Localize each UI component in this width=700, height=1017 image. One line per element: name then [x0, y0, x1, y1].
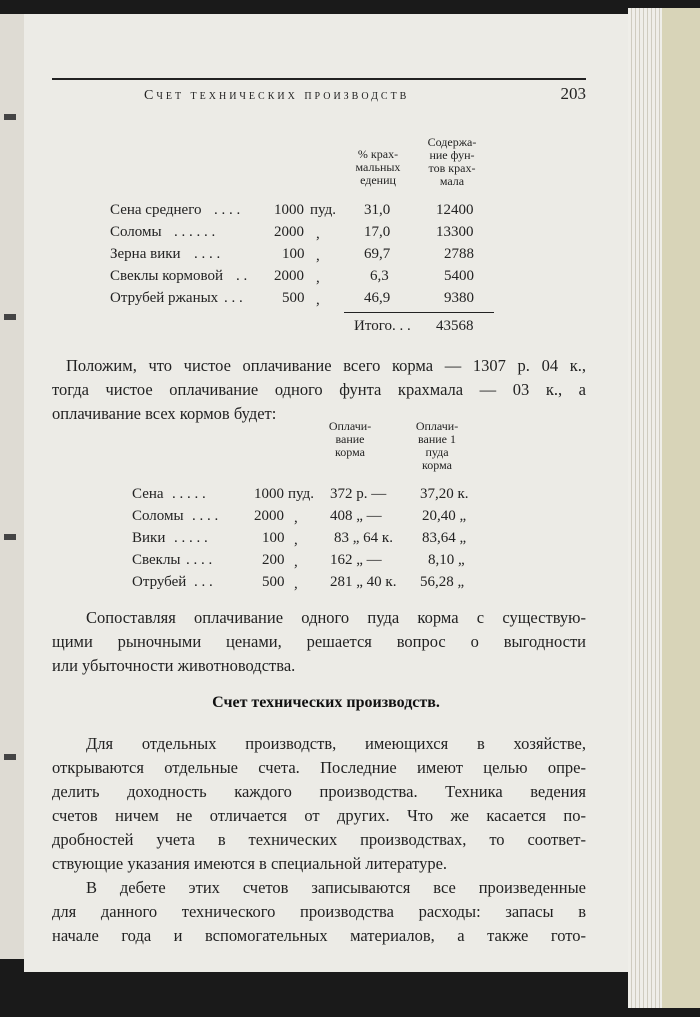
row-pct: 6,3 — [370, 268, 389, 284]
row-funts: 13300 — [436, 224, 474, 240]
text-line: дробностей учета в технических производствах, то соответ- — [52, 830, 586, 849]
row-funts: 12400 — [436, 202, 474, 218]
previous-page-edge — [0, 14, 24, 959]
row-dots: . . . . — [194, 246, 221, 262]
row-pay: 162 „ — — [330, 552, 382, 568]
paragraph-1 — [52, 354, 586, 426]
row-dots: . . . . . . — [174, 224, 216, 240]
paragraph-4 — [52, 876, 586, 948]
row-qty: 500 — [262, 574, 285, 590]
row-name: Отрубей ржаных — [110, 290, 219, 306]
row-pay: 408 „ — — [330, 508, 382, 524]
row-name: Отрубей — [132, 574, 187, 590]
row-unit: , — [316, 248, 320, 264]
row-dots: . . . . . — [174, 530, 208, 546]
row-qty: 100 — [282, 246, 305, 262]
running-title: Счет технических производств — [144, 88, 410, 103]
row-unit: пуд. — [310, 202, 336, 218]
row-name: Зерна вики — [110, 246, 181, 262]
row-unit: , — [294, 510, 298, 526]
text-line: В дебете этих счетов записываются все произведенные — [86, 878, 586, 897]
row-unit: , — [316, 226, 320, 242]
text-line: или убыточности животноводства. — [52, 656, 296, 675]
text-line: начале года и вспомогательных материалов, а также гото- — [52, 926, 586, 945]
row-qty: 1000 — [274, 202, 304, 218]
row-name: Соломы — [110, 224, 162, 240]
text-line: Для отдельных производств, имеющихся в хозяйстве, — [86, 734, 586, 753]
text-line: делить доходность каждого производства. Техника ведения — [52, 782, 586, 801]
row-qty: 2000 — [254, 508, 284, 524]
row-pct: 17,0 — [364, 224, 391, 240]
row-pay-pud: 20,40 „ — [422, 508, 467, 524]
row-unit: , — [316, 292, 320, 308]
row-pct: 46,9 — [364, 290, 391, 306]
row-qty: 1000 — [254, 486, 284, 502]
row-dots: . . . — [194, 574, 213, 590]
row-unit: , — [294, 532, 298, 548]
row-dots: . . . . . — [172, 486, 206, 502]
row-qty: 2000 — [274, 224, 304, 240]
row-unit: пуд. — [288, 486, 314, 502]
page-number: 203 — [560, 84, 586, 103]
text-line: ствующие указания имеются в специальной литературе. — [52, 854, 448, 873]
row-unit: , — [294, 576, 298, 592]
row-funts: 5400 — [444, 268, 474, 284]
row-pay-pud: 8,10 „ — [428, 552, 465, 568]
row-qty: 2000 — [274, 268, 304, 284]
section-title: Счет технических производств. — [212, 694, 440, 711]
row-funts: 2788 — [444, 246, 474, 262]
row-pay-pud: 37,20 к. — [420, 486, 469, 502]
text-line: тогда чистое оплачивание одного фунта крахмала — 03 к., а — [52, 380, 586, 399]
row-name: Сена — [132, 486, 164, 502]
row-name: Сена среднего — [110, 202, 202, 218]
total-rule — [344, 312, 494, 313]
text-line: оплачивание всех кормов будет: — [52, 404, 277, 423]
table2-col-header-pay: Оплачи- вание корма — [328, 419, 372, 459]
text-line: Положим, что чистое оплачивание всего корма — 1307 р. 04 к., — [66, 356, 586, 375]
page-stack-edge — [628, 8, 700, 1008]
text-line: Сопоставляя оплачивание одного пуда корма с существую- — [86, 608, 586, 627]
row-name: Свеклы кормовой — [110, 268, 224, 284]
row-dots: . . — [236, 268, 248, 284]
paragraph-2 — [52, 606, 586, 678]
table1-col-header-funts: Содержа- ние фун- тов крах- мала — [427, 135, 477, 188]
row-dots: . . . — [224, 290, 243, 306]
header-rule — [52, 78, 586, 80]
row-pct: 69,7 — [364, 246, 391, 262]
row-name: Вики — [132, 530, 166, 546]
text-line: для данного технического производства расходы: запасы в — [52, 902, 586, 921]
text-line: открываются отдельные счета. Последние имеют целью опре- — [52, 758, 586, 777]
text-line: счетов ничем не отличается от других. Что же касается по- — [52, 806, 586, 825]
row-pay: 372 р. — — [330, 486, 387, 502]
table2-col-header-pay-pud: Оплачи- вание 1 пуда корма — [415, 419, 459, 472]
book-page — [24, 14, 628, 972]
row-pay: 83 „ 64 к. — [334, 530, 393, 546]
text-line: щими рыночными ценами, решается вопрос о выгодности — [52, 632, 586, 651]
total-label: Итого. . . — [354, 318, 411, 334]
row-dots: . . . . — [186, 552, 213, 568]
row-qty: 500 — [282, 290, 305, 306]
row-dots: . . . . — [214, 202, 241, 218]
row-name: Соломы — [132, 508, 184, 524]
row-dots: . . . . — [192, 508, 219, 524]
row-pct: 31,0 — [364, 202, 391, 218]
row-pay-pud: 56,28 „ — [420, 574, 465, 590]
total-value: 43568 — [436, 318, 474, 334]
row-unit: , — [316, 270, 320, 286]
row-qty: 100 — [262, 530, 285, 546]
running-header — [52, 84, 586, 112]
row-unit: , — [294, 554, 298, 570]
paragraph-3 — [52, 732, 586, 876]
table1-col-header-pct: % крах- мальных едениц — [355, 147, 401, 187]
row-pay: 281 „ 40 к. — [330, 574, 397, 590]
row-funts: 9380 — [444, 290, 474, 306]
row-qty: 200 — [262, 552, 285, 568]
row-pay-pud: 83,64 „ — [422, 530, 467, 546]
row-name: Свеклы — [132, 552, 181, 568]
